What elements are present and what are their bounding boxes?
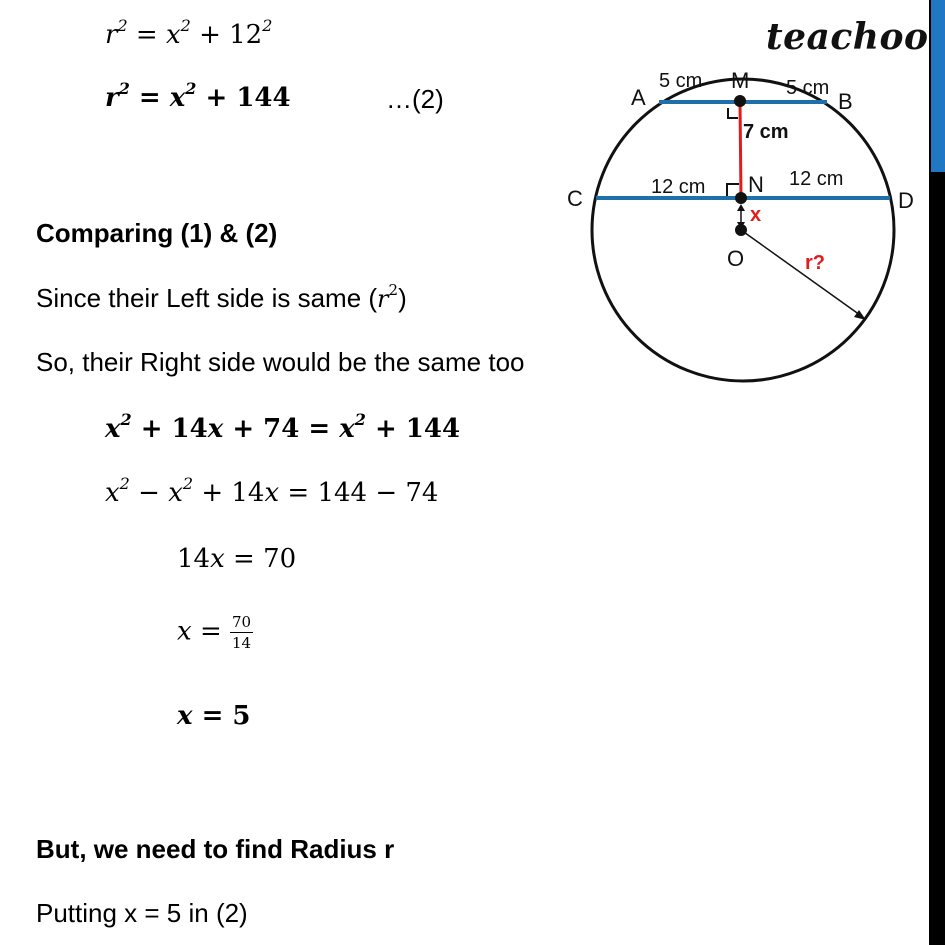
right-angle-m <box>728 108 738 118</box>
label-mn-length: 7 cm <box>743 121 789 143</box>
circle-chords-diagram <box>560 60 920 390</box>
segment-mn <box>740 101 741 198</box>
slide-edge-bar <box>929 0 945 945</box>
label-cn-length: 12 cm <box>651 176 706 198</box>
label-am-length: 5 cm <box>659 70 703 92</box>
label-a: A <box>631 85 646 110</box>
radius-heading: But, we need to find Radius r <box>36 834 395 864</box>
point-m <box>734 95 746 107</box>
radius-line <box>741 230 860 315</box>
equation-line-1: $r^2 = x^2 + 12^2$ <box>105 16 273 50</box>
label-c: C <box>567 186 583 211</box>
equation-line-5: 14x = 70 <box>177 544 297 574</box>
equation-line-4: $x^2 - x^2 + 14x = 144 - 74$ <box>105 474 439 508</box>
comparing-heading: Comparing (1) & (2) <box>36 218 278 248</box>
so-line: So, their Right side would be the same too <box>36 347 525 377</box>
equation-tag-2: …(2) <box>386 84 444 114</box>
label-r: r? <box>805 252 825 274</box>
fraction: $\frac{70}{14}$ <box>232 613 252 652</box>
point-n <box>735 192 747 204</box>
label-o: O <box>727 246 745 271</box>
label-b: B <box>838 89 853 114</box>
equation-line-7: x = 5 <box>177 701 251 731</box>
label-mb-length: 5 cm <box>786 77 830 99</box>
label-nd-length: 12 cm <box>789 168 844 190</box>
slide-accent-stripe <box>931 0 945 172</box>
label-n: N <box>748 172 764 197</box>
label-x: x <box>750 204 762 226</box>
label-m: M <box>731 68 750 93</box>
putting-line: Putting x = 5 in (2) <box>36 898 248 928</box>
teachoo-logo: teachoo <box>766 16 929 58</box>
point-o <box>735 224 747 236</box>
since-line: Since their Left side is same $(r^2)$ <box>36 281 407 313</box>
label-d: D <box>898 188 914 213</box>
equation-line-6: x = $\frac{70}{14}$ <box>177 613 252 652</box>
equation-line-2: $r^2 = x^2 + 144$ <box>105 79 291 113</box>
equation-line-3: $x^2 + 14x + 74 = x^2 + 144$ <box>105 410 461 444</box>
x-arrow-head-up <box>737 204 745 211</box>
